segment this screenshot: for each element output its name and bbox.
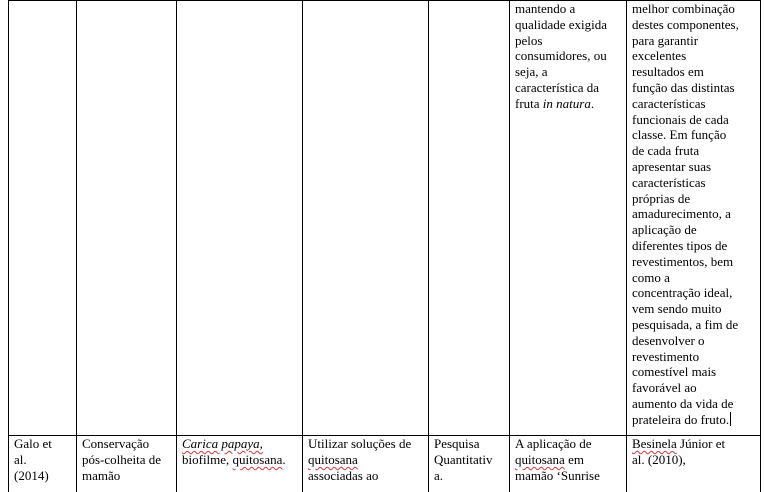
discussion-text: melhor combinação destes componentes, para garantir excelentes resultados em função das distintas características funcionais de cada classe. Em função de cada fruta apresentar suas características próprias de amadurecimento, a aplicação de diferentes tipos de revestimentos, bem como a concentração ideal, vem sendo muito pesquisada, a fim de desenvolver o revestimento comestível mais favorável ao aumento da vida de prateleira do fruto.: [632, 1, 739, 427]
cell-results[interactable]: [510, 436, 627, 492]
cell-title[interactable]: [77, 436, 177, 492]
cell-keywords-empty[interactable]: [177, 1, 303, 436]
cell-author[interactable]: [9, 436, 77, 492]
cell-keywords[interactable]: [177, 436, 303, 492]
author-text: Galo et al. (2014): [14, 436, 52, 483]
results-text-next: A aplicação de quitosana em mamão ‘Sunrise: [515, 436, 600, 483]
objective-text: Utilizar soluções de quitosana associadas ao: [308, 436, 412, 483]
cell-method[interactable]: [429, 436, 510, 492]
cell-author-empty[interactable]: [9, 1, 77, 436]
spellcheck-word: quitosana: [232, 451, 283, 467]
table-row-continued: [9, 1, 761, 436]
text-cursor: [730, 412, 731, 426]
discussion-text-next: Besinela Júnior et al. (2010),: [632, 436, 726, 467]
cell-results-continued[interactable]: [510, 1, 627, 436]
literature-review-table: [8, 0, 761, 492]
cell-method-empty[interactable]: [429, 1, 510, 436]
spellcheck-word: quitosana: [308, 451, 358, 467]
cell-title-empty[interactable]: [77, 1, 177, 436]
table-row-galo-2014: [9, 436, 761, 492]
title-text: Conservação pós-colheita de mamão: [82, 436, 162, 483]
spellcheck-word: Besinela: [632, 436, 677, 451]
cell-discussion[interactable]: [627, 436, 761, 492]
method-text: Pesquisa Quantitativ a.: [434, 436, 493, 483]
cell-objective[interactable]: [303, 436, 429, 492]
species-name: Carica papaya,: [182, 436, 263, 451]
keywords-text: Carica papaya, biofilme, quitosana.: [182, 436, 286, 467]
results-text: mantendo a qualidade exigida pelos consumidores, ou seja, a característica da fruta in natura.: [515, 1, 608, 111]
cell-objective-empty[interactable]: [303, 1, 429, 436]
cell-discussion-continued[interactable]: [627, 1, 761, 436]
spellcheck-word: quitosana: [515, 451, 565, 467]
